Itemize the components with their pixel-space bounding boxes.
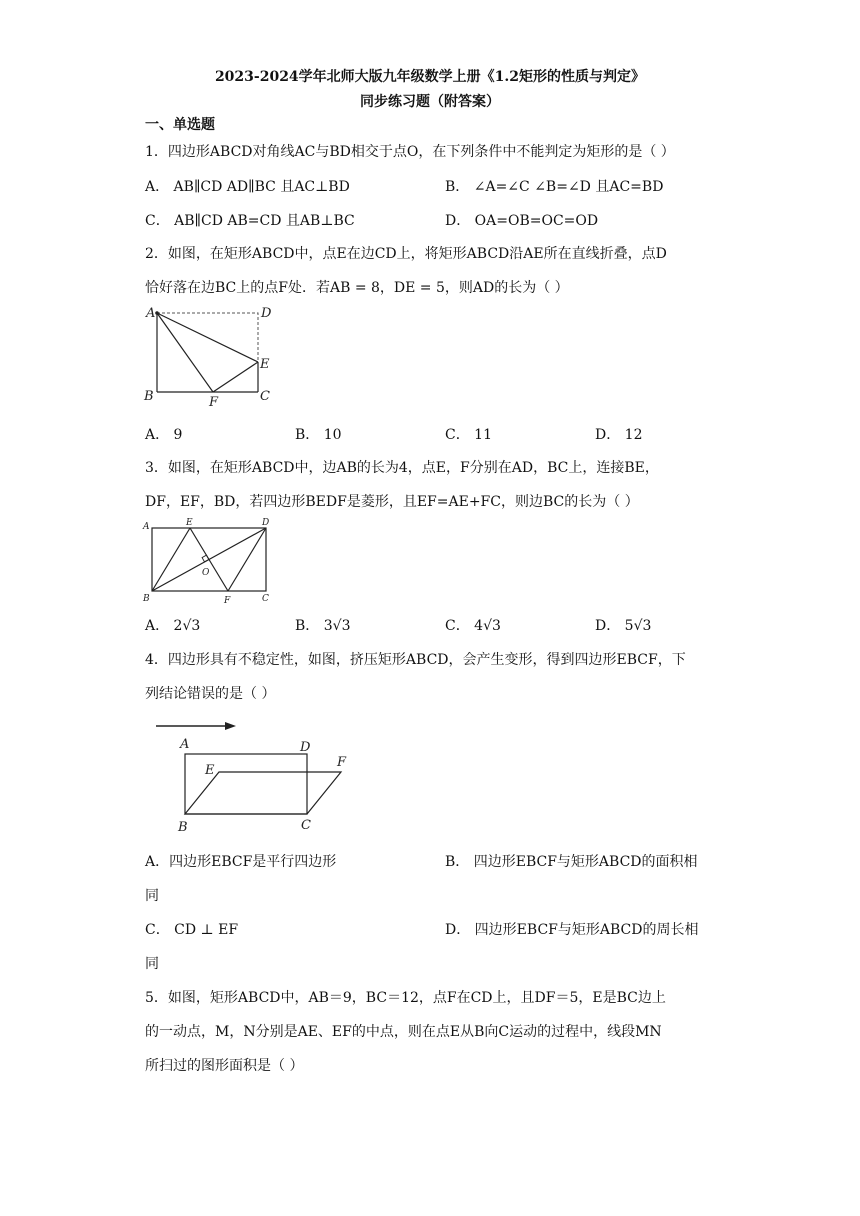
q3-option-c: C． 4√3 [445, 618, 501, 634]
q2-option-c: C． 11 [445, 427, 492, 443]
q4-label-d: D [300, 740, 311, 755]
q2-stem-line-2: 恰好落在边BC上的点F处．若AB = 8，DE = 5，则AD的长为（ ） [145, 280, 569, 296]
q4-figure [150, 712, 365, 837]
q4-option-d-line-2: 同 [145, 956, 159, 972]
q2-label-f: F [209, 395, 219, 410]
q3-option-b: B． 3√3 [295, 618, 351, 634]
q4-label-a: A [180, 737, 190, 752]
q2-point-a [155, 311, 159, 315]
q5-stem-line-3: 所扫过的图形面积是（ ） [145, 1058, 304, 1074]
q2-label-c: C [260, 389, 270, 404]
q1-option-a: A． AB∥CD AD∥BC 且AC⊥BD [145, 179, 350, 195]
q3-label-b: B [143, 594, 150, 604]
q5-stem-line-1: 5．如图，矩形ABCD中，AB＝9，BC＝12，点F在CD上，且DF＝5，E是BC边上 [145, 990, 666, 1006]
q1-option-c: C． AB∥CD AB=CD 且AB⊥BC [145, 213, 355, 229]
q3-label-e: E [186, 518, 193, 528]
q3-stem-line-1: 3．如图，在矩形ABCD中，边AB的长为4，点E，F分别在AD，BC上，连接BE， [145, 460, 659, 476]
title-line-1: 2023-2024学年北师大版九年级数学上册《1.2矩形的性质与判定》 [214, 69, 646, 85]
q4-label-c: C [301, 818, 311, 833]
q2-label-d: D [261, 306, 272, 321]
q1-stem: 1．四边形ABCD对角线AC与BD相交于点O，在下列条件中不能判定为矩形的是（ ） [145, 144, 675, 160]
q3-figure [140, 513, 275, 605]
q4-push-arrow-head [225, 722, 236, 730]
q3-label-d: D [262, 518, 270, 528]
q1-option-b: B． ∠A=∠C ∠B=∠D 且AC=BD [445, 179, 664, 195]
q4-option-d-line-1: D． 四边形EBCF与矩形ABCD的周长相 [445, 922, 699, 938]
q2-option-a: A． 9 [145, 427, 183, 443]
q4-label-b: B [178, 820, 188, 835]
q3-stem-line-2: DF，EF，BD，若四边形BEDF是菱形，且EF=AE+FC，则边BC的长为（ ） [145, 494, 639, 510]
q4-rectangle-abcd [185, 754, 307, 814]
q4-parallelogram-ebcf [185, 772, 341, 814]
q4-label-e: E [205, 763, 215, 778]
q2-option-d: D． 12 [595, 427, 643, 443]
section-heading: 一、单选题 [145, 117, 215, 133]
q4-option-b-line-2: 同 [145, 888, 159, 904]
q2-segment-fe [213, 362, 258, 392]
q4-option-c: C． CD ⊥ EF [145, 922, 239, 938]
q2-segment-af [157, 313, 213, 392]
q4-option-b-line-1: B． 四边形EBCF与矩形ABCD的面积相 [445, 854, 698, 870]
q3-segment-df [228, 528, 266, 591]
q2-label-b: B [144, 389, 154, 404]
q4-stem-line-2: 列结论错误的是（ ） [145, 686, 276, 702]
q2-option-b: B． 10 [295, 427, 342, 443]
q3-segment-be [152, 528, 190, 591]
q3-label-o: O [202, 568, 210, 578]
q2-segment-ae [157, 313, 258, 362]
q5-stem-line-2: 的一动点，M，N分别是AE、EF的中点，则在点E从B向C运动的过程中，线段MN [145, 1024, 662, 1040]
q2-figure [140, 302, 280, 410]
q1-option-d: D． OA=OB=OC=OD [445, 213, 599, 229]
q2-label-a: A [146, 306, 156, 321]
q3-label-c: C [262, 594, 269, 604]
title-line-2: 同步练习题（附答案） [360, 94, 500, 110]
q3-option-d: D． 5√3 [595, 618, 652, 634]
q4-option-a: A．四边形EBCF是平行四边形 [145, 854, 337, 870]
q3-label-f: F [224, 596, 231, 605]
q4-stem-line-1: 4．四边形具有不稳定性，如图，挤压矩形ABCD，会产生变形，得到四边形EBCF，下 [145, 652, 686, 668]
q4-label-f: F [337, 755, 347, 770]
q3-option-a: A． 2√3 [145, 618, 201, 634]
q2-stem-line-1: 2．如图，在矩形ABCD中，点E在边CD上，将矩形ABCD沿AE所在直线折叠，点D [145, 246, 667, 262]
q3-right-angle-mark [202, 555, 209, 562]
q3-label-a: A [143, 522, 150, 532]
q2-label-e: E [260, 357, 270, 372]
